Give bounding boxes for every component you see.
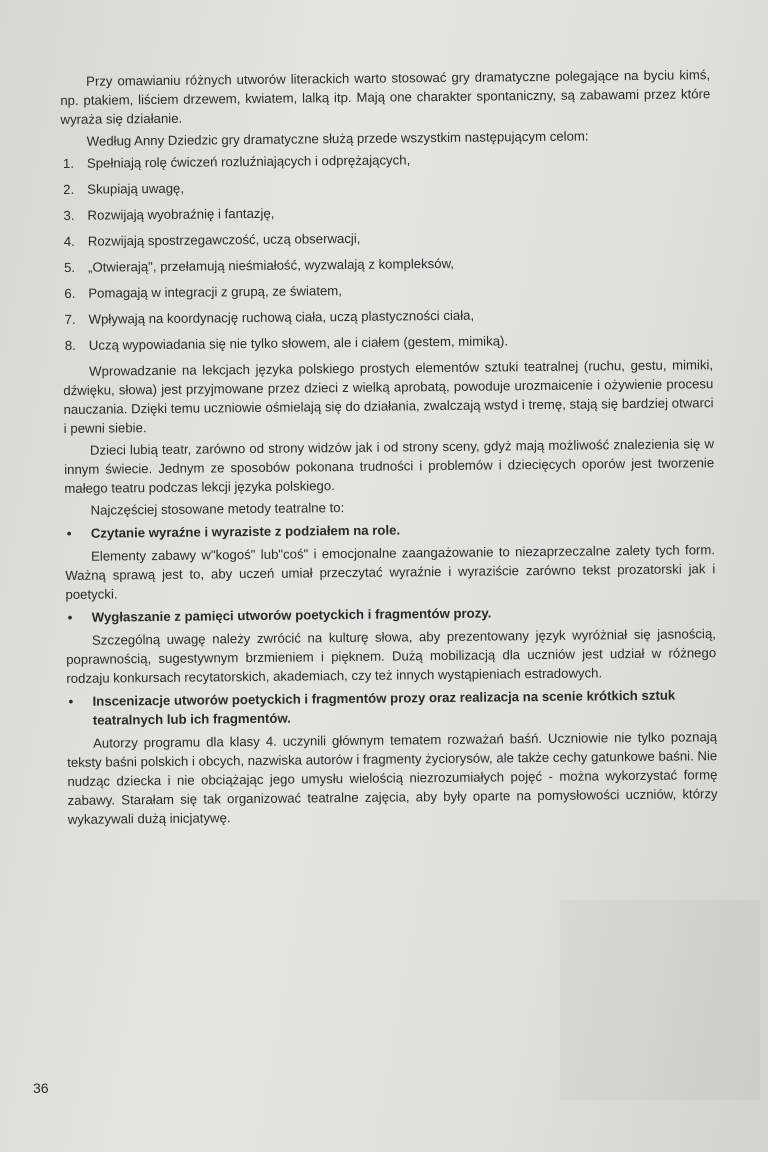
method-heading-recitation: • Wygłaszanie z pamięci utworów poetyckich i fragmentów prozy. [66,601,716,627]
list-item: 2. Skupiają uwagę, [63,180,185,197]
list-item: 1. Spełniają rolę ćwiczeń rozluźniających i odprężających, [62,152,411,171]
children-paragraph: Dzieci lubią teatr, zarówno od strony widzów jak i od strony sceny, gdyż mają możliwość znalezienia się w innym świecie. Jednym ze sposobów pokonana trudności i problemów i dziecięcych oporów jest tworzenie małego teatru podczas lekcji języka polskiego. [64,436,715,496]
methods-intro: Najczęściej stosowane metody teatralne to: [90,500,345,518]
page-number: 36 [33,1080,49,1096]
show-through-shadow [560,900,760,1100]
intro-paragraph: Przy omawianiu różnych utworów literackich warto stosować gry dramatyczne polegające na byciu kimś, np. ptakiem, liściem drzewem, kwiatem, lalką itp. Mają one charakter spontaniczny, są zabawami przez które wyraża się działanie. [60,67,711,127]
goals-list [61,147,713,355]
list-item: 6. Pomagają w integracji z grupą, ze światem, [64,283,342,301]
list-item: 4. Rozwijają spostrzegawczość, uczą obserwacji, [63,230,361,249]
theatre-paragraph: Wprowadzanie na lekcjach języka polskiego prostych elementów sztuki teatralnej (ruchu, gestu, mimiki, dźwięku, słowa) jest przyjmowane przez dzieci z wielką aprobatą, powoduje urozmaicenie i ożywienie procesu nauczania. Dzięki temu uczniowie ośmielają się do działania, zwalczają wstyd i tremę, stają się bardziej otwarci i pewni siebie. [63,357,714,436]
list-item: 3. Rozwijają wyobraźnię i fantazję, [63,205,275,223]
method-recitation-text: Szczególną uwagę należy zwrócić na kulturę słowa, aby prezentowany język wyróżniał się jasnością, poprawnością, sugestywnym brzmieniem i pięknem. Dużą mobilizacją dla uczniów jest udział w różnego rodzaju konkursach recytatorskich, akademiach, czy też innych wystąpieniach estradowych. [66,626,717,686]
method-reading-text: Elementy zabawy w"kogoś" lub"coś" i emocjonalne zaangażowanie to niezaprzeczalne zalety tych form. Ważną sprawą jest to, aby uczeń umiał przeczytać wyraźnie i wyraziście zarówno tekst prozatorski jak i poetycki. [65,542,716,602]
list-item: 5. „Otwierają", przełamują nieśmiałość, wyzwalają z kompleksów, [63,255,455,275]
method-heading-reading: • Czytanie wyraźne i wyraziste z podziałem na role. [65,517,715,543]
bullet-icon: • [67,609,73,625]
page-body [60,65,718,832]
method-staging-text: Autorzy programu dla klasy 4. uczynili głównym tematem rozważań baśń. Uczniowie nie tylko poznają teksty baśni polskich i obcych, nazwiska autorów i fragmenty życiorysów, ale także cechy gatunkowe baśni. Nie nudząc dziecka i nie obciążając jego umysłu wielością niezrozumiałych pojęć - można wykorzystać formę zabawy. Starałam się tak organizować teatralne zajęcia, aby były oparte na pomysłowości uczniów, którzy wykazywali dużą inicjatywę. [67,729,718,827]
bullet-icon: • [68,693,74,709]
list-item: 8. Uczą wypowiadania się nie tylko słowem, ale i ciałem (gestem, mimiką). [64,333,509,353]
goals-intro: Według Anny Dziedzic gry dramatyczne służą przede wszystkim następującym celom: [86,128,589,149]
list-item: 7. Wpływają na koordynację ruchową ciała, uczą plastyczności ciała, [64,307,475,327]
method-heading-staging: • Inscenizacje utworów poetyckich i fragmentów prozy oraz realizacja na scenie krótkich sztuk teatralnych lub ich fragmentów. [66,685,716,730]
bullet-icon: • [66,525,72,541]
